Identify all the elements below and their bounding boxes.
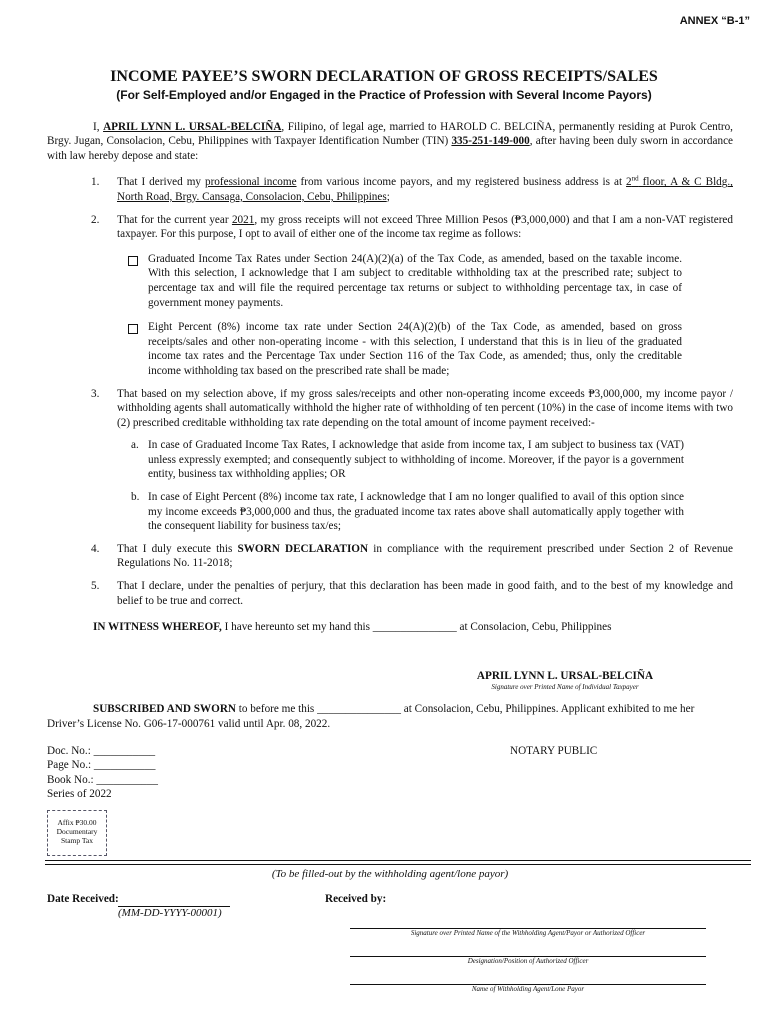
option-eight-percent: Eight Percent (8%) income tax rate under Section 24(A)(2)(b) of the Tax Code, as amended, based on gross receipts/sales and other non-operating income - with this selection, I understand that this is in lieu of the graduated income tax rates and the Percentage Tax under Section 116 of the Tax Code, as amended; thus, only the creditable income withholding tax based on the prescribed rate shall be made; <box>148 321 682 377</box>
drivers-license: Driver’s License No. G06-17-000761 valid until Apr. 08, 2022. <box>47 718 331 730</box>
book-no: Book No.: ___________ <box>47 773 158 786</box>
annex-label: ANNEX “B-1” <box>679 15 750 27</box>
item-4: 4. That I duly execute this SWORN DECLARATION in compliance with the requirement prescribed under Section 2 of Revenue Regulations No. 11-2018; <box>47 542 733 571</box>
tin-number: 335-251-149-000 <box>451 135 530 148</box>
section-divider <box>45 860 751 865</box>
item-5: 5. That I declare, under the penalties of perjury, that this declaration has been made in good faith, and to the best of my knowledge and belief to be true and correct. <box>47 579 733 608</box>
date-received-field[interactable] <box>118 906 230 920</box>
item-3b: b. In case of Eight Percent (8%) income tax rate, I acknowledge that I am no longer qualified to avail of this option since my income exceeds ₱3,000,000 and thus, the graduated income tax rates above shall automatically apply together with the consequent liability for business tax/es; <box>131 491 684 533</box>
stamp-text: Affix ₱30.00 <box>57 817 97 827</box>
item-3a: a. In case of Graduated Income Tax Rates, I acknowledge that aside from income tax, I am subject to business tax (VAT) unless expressly exempted; and consequently subject to withholding of income. Moreover, if the payor is a government entity, business tax withholding applies; OR <box>131 439 684 481</box>
series: Series of 2022 <box>47 788 112 801</box>
item-letter: b. <box>131 491 140 504</box>
witness-statement: IN WITNESS WHEREOF, I have hereunto set my hand this _______________ at Consolacion, Cebu, Philippines <box>93 621 612 634</box>
item-number: 2. <box>91 213 100 226</box>
item-number: 1. <box>91 176 100 189</box>
notary-block <box>47 744 733 802</box>
stamp-box <box>47 810 107 856</box>
item-number: 3. <box>91 387 100 400</box>
item-number: 4. <box>91 542 100 555</box>
item-2: 2. That for the current year 2021, my gross receipts will not exceed Three Million Pesos (₱3,000,000) and that I am a non-VAT registered taxpayer. For this purpose, I opt to avail of either one of the income tax regime as follows: <box>47 213 733 242</box>
item-1: 1. That I derived my professional income from various income payors, and my registered business address is at 2nd floor, A & C Bldg., North Road, Brgy. Cansaga, Consolacion, Cebu, Philippines; <box>47 175 733 204</box>
date-format-hint: (MM-DD-YYYY-00001) <box>118 907 222 920</box>
signatory-caption: Signature over Printed Name of Individual Taxpayer <box>491 683 639 692</box>
signature-line-caption: Signature over Printed Name of the Withholding Agent/Payor or Authorized Officer <box>410 929 646 938</box>
stamp-text: Stamp Tax <box>60 835 94 845</box>
item-letter: a. <box>131 439 139 452</box>
document-subtitle: (For Self-Employed and/or Engaged in the Practice of Profession with Several Income Payors) <box>116 87 652 102</box>
received-by-label: Received by: <box>325 892 387 905</box>
taxpayer-name: APRIL LYNN L. URSAL-BELCIÑA <box>103 120 282 133</box>
option-graduated-rates-row <box>128 252 682 310</box>
notary-public-label: NOTARY PUBLIC <box>510 744 598 757</box>
item-number: 5. <box>91 580 100 593</box>
intro-paragraph: I, APRIL LYNN L. URSAL-BELCIÑA, Filipino, of legal age, married to HAROLD C. BELCIÑA, permanently residing at Purok Centro, Brgy. Jugan, Consolacion, Cebu, Philippines with Taxpayer Identification Number (TIN) 335-251-149-000, after having been duly sworn in accordance with law hereby depose and state: <box>47 120 733 162</box>
agent-name-line-caption: Name of Withholding Agent/Lone Payor <box>471 985 585 994</box>
date-received-label: Date Received: <box>47 892 119 905</box>
option-graduated-rates: Graduated Income Tax Rates under Section 24(A)(2)(a) of the Tax Code, as amended, based on the taxable income. With this selection, I acknowledge that I am subject to creditable withholding tax at the prescribed rate; subject to percentage tax and will file the required percentage tax returns or subject to withholding percentage tax, in case of government money payments. <box>148 252 682 309</box>
stamp-text: Documentary <box>56 826 98 836</box>
designation-line-caption: Designation/Position of Authorized Officer <box>467 957 589 966</box>
doc-no: Doc. No.: ___________ <box>47 744 156 757</box>
date-received-row <box>47 892 733 921</box>
signatory-name: APRIL LYNN L. URSAL-BELCIÑA <box>476 669 654 682</box>
option-eight-percent-row <box>128 320 682 378</box>
subscribed-statement: SUBSCRIBED AND SWORN to before me this _______________ at Consolacion, Cebu, Philippines. Applicant exhibited to me her <box>93 703 695 716</box>
item-3: 3. That based on my selection above, if my gross sales/receipts and other non-operating income exceeds ₱3,000,000, my income payor / withholding agents shall automatically withhold the higher rate of withholding of ten percent (10%) in the case of income items with two (2) prescribed creditable withholding tax rate depending on the total amount of income payment received:- <box>47 387 733 431</box>
checkbox-eight-percent[interactable] <box>128 324 138 334</box>
page-no: Page No.: ___________ <box>47 759 156 772</box>
checkbox-graduated-rates[interactable] <box>128 256 138 266</box>
agent-section-caption: (To be filled-out by the withholding agent/lone payor) <box>271 867 509 880</box>
document-title: INCOME PAYEE’S SWORN DECLARATION OF GROSS RECEIPTS/SALES <box>110 67 658 85</box>
